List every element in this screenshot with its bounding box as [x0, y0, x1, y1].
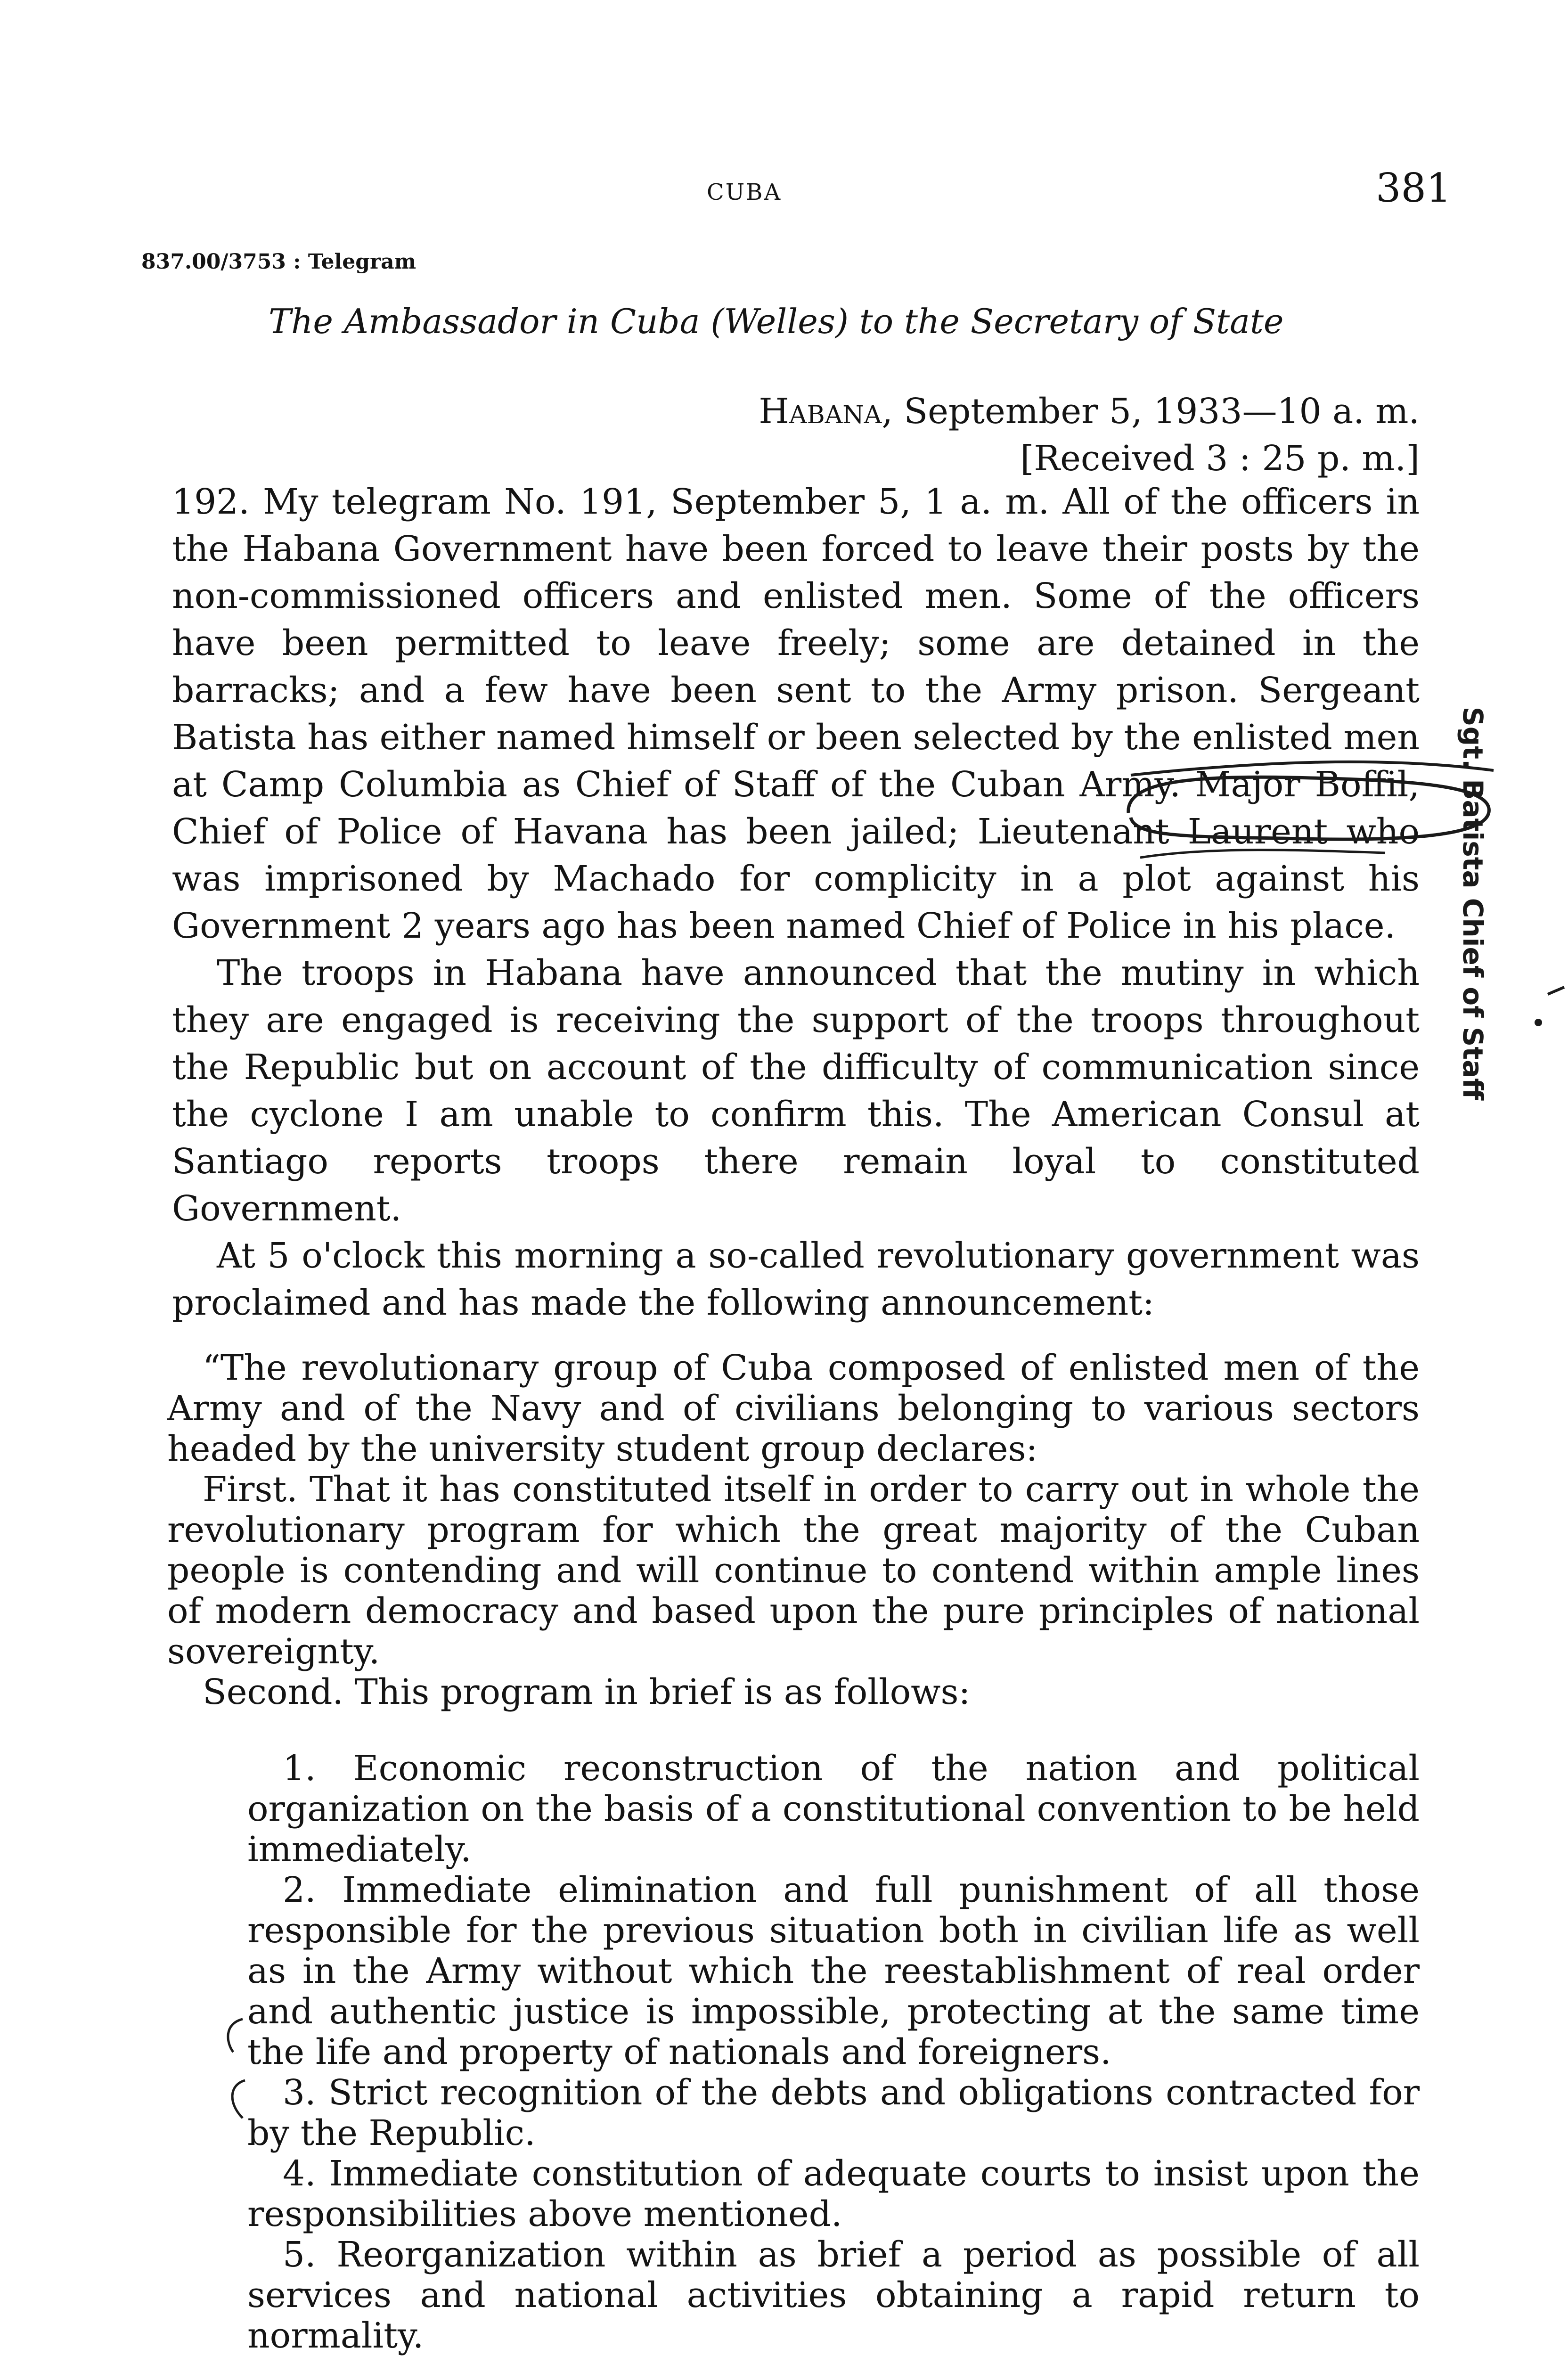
handwritten-bracket	[214, 2014, 252, 2123]
program-item: 1. Economic reconstruction of the nation and political organization on the basis of a constitutional convention to be held immediately.	[247, 1748, 1420, 1870]
received-line: [Received 3 : 25 p. m.]	[1020, 438, 1420, 479]
paragraph-2: The troops in Habana have announced that the mutiny in which they are engaged is receiving the support of the troops throughout the Republic but on account of the difficulty of communication since the cyclone I am unable to confirm this. The American Consul at Santiago reports troops there remain loyal to constituted Government.	[172, 953, 1420, 1229]
dateline	[742, 391, 1420, 432]
program-item: 2. Immediate elimination and full punishment of all those responsible for the previous situation both in civilian life as well as in the Army without which the reestablishment of real order and authentic justice is impossible, protecting at the same time the life and property of nationals and foreigners.	[247, 1870, 1420, 2072]
program-items	[247, 1748, 1420, 2356]
page-number: 381	[1376, 165, 1452, 211]
handwritten-margin-note: Sgt. Batista Chief of Staff	[1457, 707, 1489, 1101]
dateline-date: September 5, 1933—10 a. m.	[904, 391, 1420, 432]
document-title: The Ambassador in Cuba (Welles) to the Secretary of State	[269, 302, 1284, 341]
program-item: 5. Reorganization within as brief a period as possible of all services and national activities obtaining a rapid return to normality.	[247, 2234, 1420, 2356]
dateline-place: Habana,	[759, 391, 893, 432]
file-reference: 837.00/3753 : Telegram	[141, 250, 416, 274]
announcement-quote	[167, 1348, 1420, 1712]
program-item: 4. Immediate constitution of adequate courts to insist upon the responsibilities above mentioned.	[247, 2153, 1420, 2234]
handwritten-margin-mark	[1430, 693, 1567, 1101]
paragraph-3: At 5 o'clock this morning a so-called revolutionary government was proclaimed and has made the following announcement:	[172, 1235, 1420, 1323]
announcement-second: Second. This program in brief is as follows:	[203, 1672, 971, 1712]
announcement-first: First. That it has constituted itself in order to carry out in whole the revolutionary program for which the great majority of the Cuban people is contending and will continue to contend within ample lines of modern democracy and based upon the pure principles of national sovereignty.	[167, 1469, 1420, 1672]
paragraph-1: 192. My telegram No. 191, September 5, 1 a. m. All of the officers in the Habana Government have been forced to leave their posts by the non-commissioned officers and enlisted men. Some of the officers have been permitted to leave freely; some are detained in the barracks; and a few have been sent to the Army prison. Sergeant Batista has either named himself or been selected by the enlisted men at Camp Columbia as Chief of Staff of the Cuban Army. Major Boffil, Chief of Police of Havana has been jailed; Lieutenant Laurent who was imprisoned by Machado for complicity in a plot against his Government 2 years ago has been named Chief of Police in his place.	[172, 482, 1420, 946]
telegram-body	[172, 478, 1420, 1326]
running-head: CUBA	[707, 179, 782, 205]
program-item: 3. Strict recognition of the debts and obligations contracted for by the Republic.	[247, 2072, 1420, 2153]
announcement-intro: “The revolutionary group of Cuba composed of enlisted men of the Army and of the Navy and of civilians belonging to various sectors headed by the university student group declares:	[167, 1348, 1420, 1469]
